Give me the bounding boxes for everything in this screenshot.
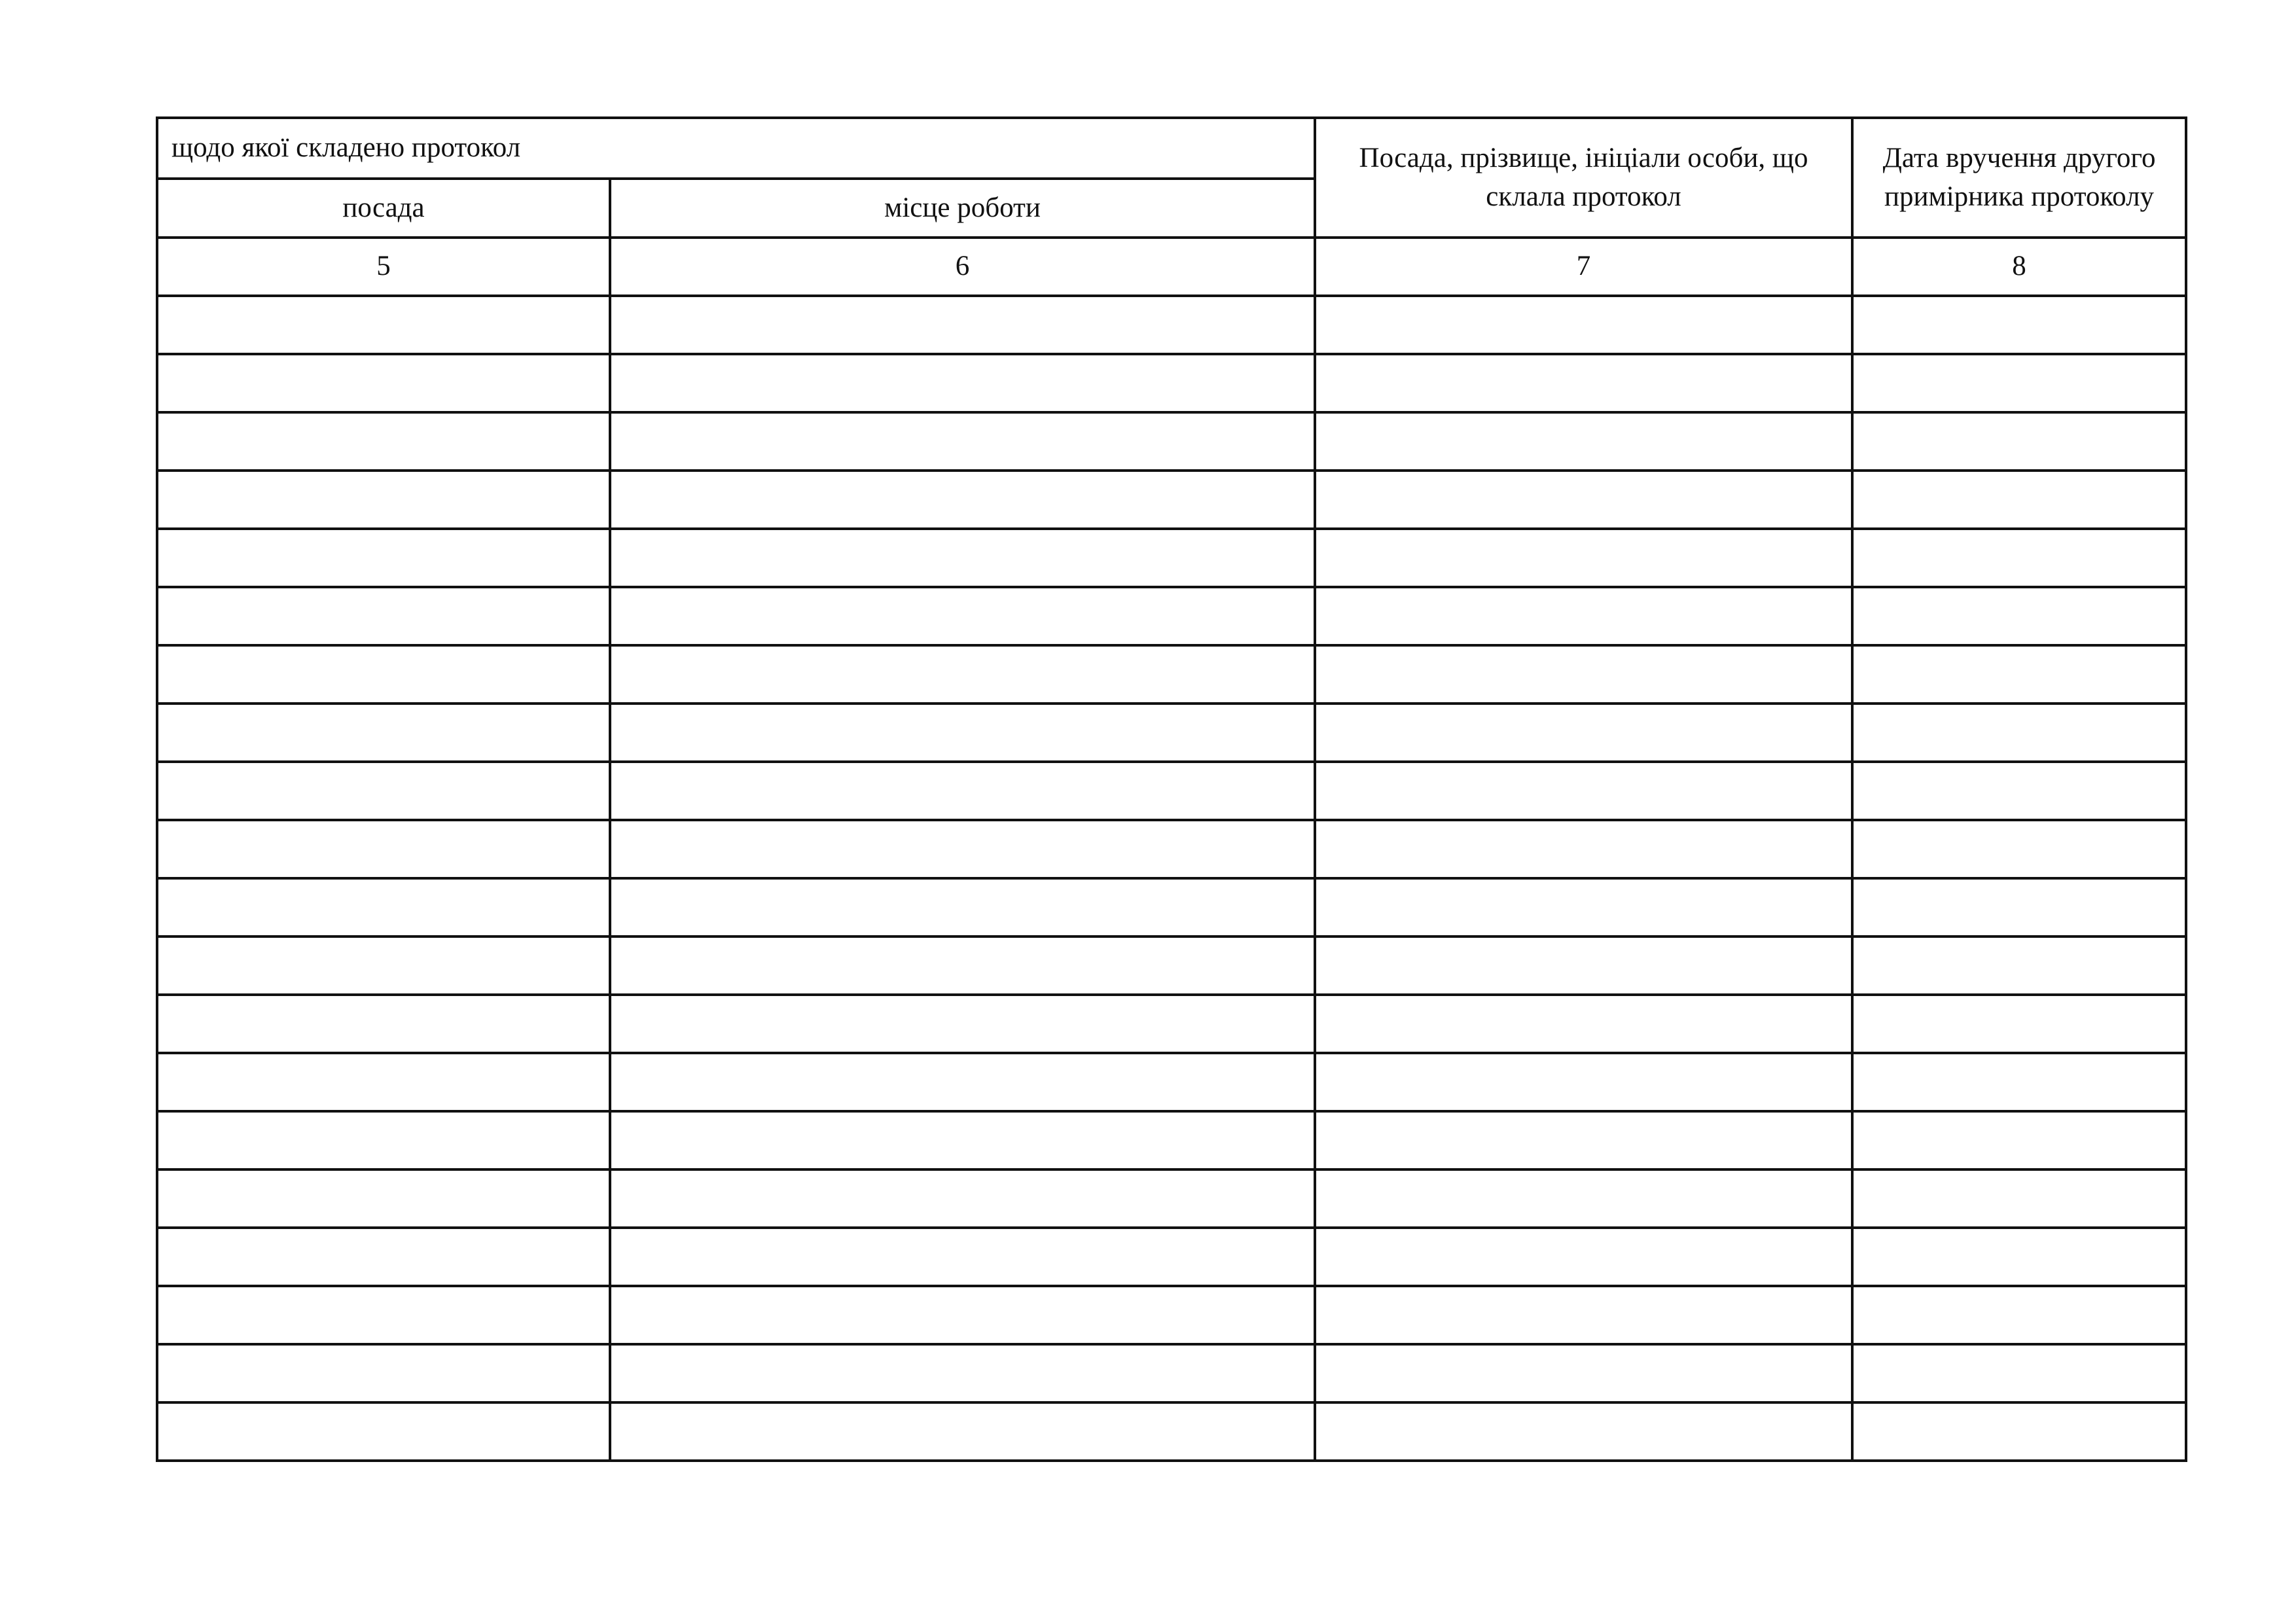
workplace-cell[interactable] — [610, 1228, 1315, 1286]
workplace-cell[interactable] — [610, 1053, 1315, 1111]
delivery-date-cell[interactable] — [1852, 762, 2186, 820]
workplace-cell[interactable] — [610, 995, 1315, 1053]
delivery-date-cell[interactable] — [1852, 820, 2186, 878]
official-cell[interactable] — [1315, 1169, 1852, 1228]
official-cell[interactable] — [1315, 995, 1852, 1053]
table-row — [157, 1053, 2186, 1111]
delivery-date-cell[interactable] — [1852, 412, 2186, 471]
delivery-date-cell[interactable] — [1852, 645, 2186, 704]
table-row — [157, 995, 2186, 1053]
workplace-cell[interactable] — [610, 471, 1315, 529]
official-cell[interactable] — [1315, 704, 1852, 762]
official-cell[interactable] — [1315, 936, 1852, 995]
delivery-date-cell[interactable] — [1852, 1402, 2186, 1461]
position-cell[interactable] — [157, 471, 610, 529]
delivery-date-header-cell: Дата вручення другого примірника протоколу — [1852, 118, 2186, 238]
column-number-cell: 6 — [610, 238, 1315, 296]
official-cell[interactable] — [1315, 878, 1852, 936]
workplace-cell[interactable] — [610, 878, 1315, 936]
position-cell[interactable] — [157, 704, 610, 762]
delivery-date-cell[interactable] — [1852, 704, 2186, 762]
position-cell[interactable] — [157, 1286, 610, 1344]
position-cell[interactable] — [157, 1053, 610, 1111]
delivery-date-cell[interactable] — [1852, 529, 2186, 587]
table-row — [157, 1169, 2186, 1228]
table-row — [157, 1402, 2186, 1461]
delivery-date-cell[interactable] — [1852, 1169, 2186, 1228]
column-number-cell: 5 — [157, 238, 610, 296]
workplace-cell[interactable] — [610, 762, 1315, 820]
position-cell[interactable] — [157, 1228, 610, 1286]
table-row — [157, 820, 2186, 878]
delivery-date-cell[interactable] — [1852, 1111, 2186, 1169]
column-number-cell: 8 — [1852, 238, 2186, 296]
position-cell[interactable] — [157, 820, 610, 878]
header-row-1 — [157, 118, 2186, 179]
table-row — [157, 587, 2186, 645]
workplace-cell[interactable] — [610, 704, 1315, 762]
table-row — [157, 936, 2186, 995]
workplace-cell[interactable] — [610, 1169, 1315, 1228]
official-cell[interactable] — [1315, 645, 1852, 704]
table-row — [157, 471, 2186, 529]
official-cell[interactable] — [1315, 1111, 1852, 1169]
official-cell[interactable] — [1315, 1286, 1852, 1344]
table-row — [157, 704, 2186, 762]
delivery-date-cell[interactable] — [1852, 296, 2186, 354]
workplace-cell[interactable] — [610, 1344, 1315, 1402]
official-cell[interactable] — [1315, 529, 1852, 587]
table-row — [157, 1228, 2186, 1286]
position-cell[interactable] — [157, 354, 610, 412]
workplace-cell[interactable] — [610, 529, 1315, 587]
position-cell[interactable] — [157, 645, 610, 704]
column-number-row — [157, 238, 2186, 296]
table-row — [157, 1286, 2186, 1344]
workplace-cell[interactable] — [610, 936, 1315, 995]
table-row — [157, 762, 2186, 820]
delivery-date-cell[interactable] — [1852, 587, 2186, 645]
position-cell[interactable] — [157, 762, 610, 820]
official-cell[interactable] — [1315, 1402, 1852, 1461]
position-cell[interactable] — [157, 587, 610, 645]
official-cell[interactable] — [1315, 471, 1852, 529]
official-header-cell: Посада, прізвище, ініціали особи, що склала протокол — [1315, 118, 1852, 238]
official-cell[interactable] — [1315, 1053, 1852, 1111]
delivery-date-cell[interactable] — [1852, 1344, 2186, 1402]
table-row — [157, 645, 2186, 704]
workplace-cell[interactable] — [610, 1402, 1315, 1461]
workplace-header-cell: місце роботи — [610, 179, 1315, 238]
position-cell[interactable] — [157, 1111, 610, 1169]
workplace-cell[interactable] — [610, 645, 1315, 704]
table-row — [157, 354, 2186, 412]
workplace-cell[interactable] — [610, 296, 1315, 354]
workplace-cell[interactable] — [610, 1286, 1315, 1344]
official-cell[interactable] — [1315, 1228, 1852, 1286]
position-cell[interactable] — [157, 412, 610, 471]
workplace-cell[interactable] — [610, 354, 1315, 412]
position-cell[interactable] — [157, 936, 610, 995]
delivery-date-cell[interactable] — [1852, 878, 2186, 936]
official-cell[interactable] — [1315, 412, 1852, 471]
official-cell[interactable] — [1315, 587, 1852, 645]
position-header-cell: посада — [157, 179, 610, 238]
table-row — [157, 878, 2186, 936]
protocol-register-table — [156, 116, 2187, 1462]
delivery-date-cell[interactable] — [1852, 471, 2186, 529]
position-cell[interactable] — [157, 1169, 610, 1228]
table-row — [157, 412, 2186, 471]
workplace-cell[interactable] — [610, 587, 1315, 645]
official-cell[interactable] — [1315, 296, 1852, 354]
workplace-cell[interactable] — [610, 820, 1315, 878]
table-row — [157, 1111, 2186, 1169]
official-cell[interactable] — [1315, 762, 1852, 820]
position-cell[interactable] — [157, 1344, 610, 1402]
delivery-date-cell[interactable] — [1852, 936, 2186, 995]
workplace-cell[interactable] — [610, 1111, 1315, 1169]
group-header-cell: щодо якої складено протокол — [157, 118, 1315, 179]
position-cell[interactable] — [157, 529, 610, 587]
delivery-date-cell[interactable] — [1852, 1286, 2186, 1344]
table-row — [157, 296, 2186, 354]
delivery-date-cell[interactable] — [1852, 354, 2186, 412]
position-cell[interactable] — [157, 878, 610, 936]
table-row — [157, 529, 2186, 587]
official-cell[interactable] — [1315, 1344, 1852, 1402]
delivery-date-cell[interactable] — [1852, 1228, 2186, 1286]
column-number-cell: 7 — [1315, 238, 1852, 296]
delivery-date-cell[interactable] — [1852, 995, 2186, 1053]
official-cell[interactable] — [1315, 820, 1852, 878]
official-cell[interactable] — [1315, 354, 1852, 412]
workplace-cell[interactable] — [610, 412, 1315, 471]
position-cell[interactable] — [157, 995, 610, 1053]
table-row — [157, 1344, 2186, 1402]
delivery-date-cell[interactable] — [1852, 1053, 2186, 1111]
position-cell[interactable] — [157, 296, 610, 354]
position-cell[interactable] — [157, 1402, 610, 1461]
